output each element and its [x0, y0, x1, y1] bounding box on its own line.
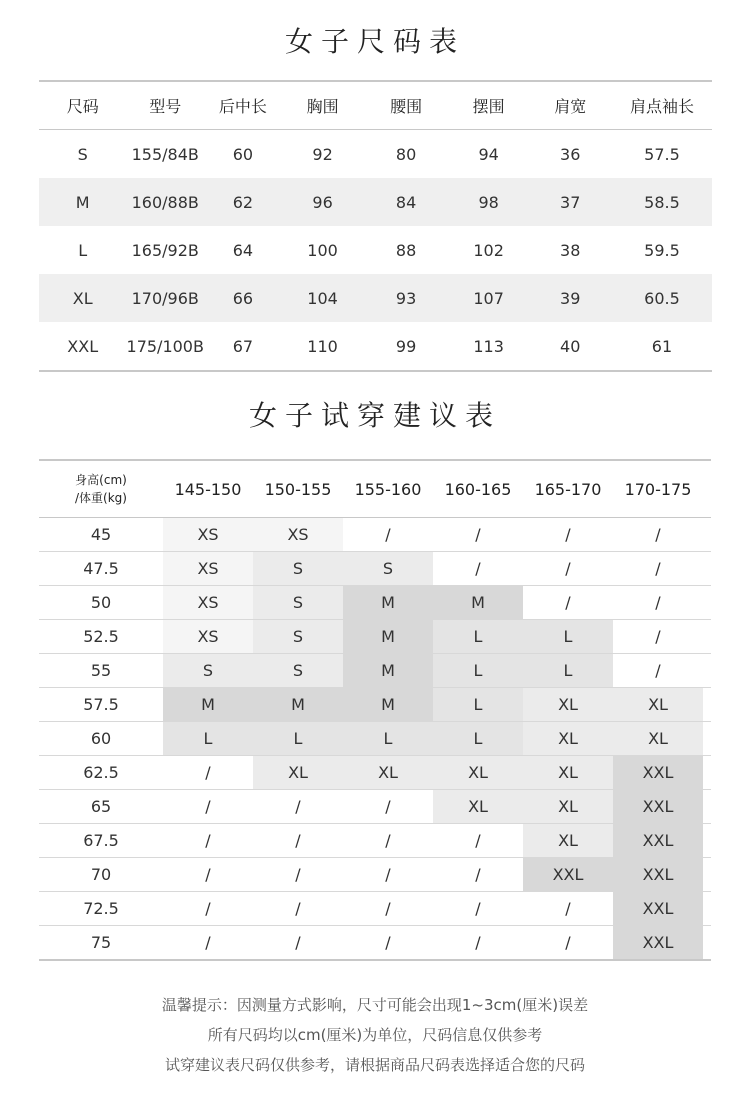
recommended-size-cell: /: [613, 552, 703, 585]
size-chart-row: [39, 322, 712, 370]
recommended-size-cell: /: [163, 892, 253, 925]
cell-back-length: 62: [232, 192, 254, 212]
fit-chart-row: [39, 722, 711, 756]
fit-chart-row: [39, 790, 711, 824]
weight-label: 72.5: [83, 899, 119, 918]
recommended-size-cell: XXL: [613, 892, 703, 925]
recommended-size-cell: M: [163, 688, 253, 721]
header-height-weight: [39, 461, 163, 517]
recommended-size-cell: /: [343, 892, 433, 925]
cell-shoulder: 36: [560, 144, 581, 164]
cell-waist: 84: [395, 192, 417, 212]
recommended-size-cell: L: [523, 654, 613, 687]
recommended-size-cell: S: [253, 654, 343, 687]
recommended-size-cell: XXL: [613, 790, 703, 823]
recommended-size-cell: XXL: [613, 858, 703, 891]
cell-hem: 94: [478, 144, 499, 164]
cell-waist: 93: [395, 288, 417, 308]
recommended-size-cell: M: [253, 688, 343, 721]
cell-waist: 99: [395, 336, 417, 356]
recommended-size-cell: XS: [163, 586, 253, 619]
fit-chart-row: [39, 654, 711, 688]
recommended-size-cell: L: [343, 722, 433, 755]
cell-waist: 80: [395, 144, 417, 164]
tip-line: 所有尺码均以cm(厘米)为单位，尺码信息仅供参考: [207, 1026, 543, 1044]
recommended-size-cell: XL: [523, 722, 613, 755]
recommended-size-cell: M: [343, 586, 433, 619]
cell-size: XL: [72, 288, 93, 308]
header-height-range: 150-155: [264, 479, 332, 499]
header-height-range: 145-150: [174, 479, 242, 499]
cell-back-length: 64: [232, 240, 254, 260]
weight-label: 45: [90, 525, 112, 544]
recommended-size-cell: /: [523, 586, 613, 619]
recommended-size-cell: /: [523, 926, 613, 959]
recommended-size-cell: /: [343, 926, 433, 959]
recommended-size-cell: /: [613, 586, 703, 619]
recommended-size-cell: /: [163, 756, 253, 789]
cell-back-length: 67: [232, 336, 254, 356]
header-sleeve: 肩点袖长: [629, 97, 694, 116]
recommended-size-cell: XS: [163, 620, 253, 653]
cell-shoulder: 37: [560, 192, 581, 212]
cell-size: S: [77, 144, 88, 164]
header-height-range: 170-175: [624, 479, 692, 499]
recommended-size-cell: /: [163, 790, 253, 823]
recommended-size-cell: L: [253, 722, 343, 755]
cell-bust: 104: [307, 288, 338, 308]
weight-label: 60: [90, 729, 112, 748]
recommended-size-cell: XL: [253, 756, 343, 789]
fit-chart-row: [39, 824, 711, 858]
fit-chart-row: [39, 926, 711, 959]
recommended-size-cell: XL: [523, 790, 613, 823]
weight-label: 55: [90, 661, 112, 680]
header-shoulder: 肩宽: [554, 97, 587, 116]
tip-line: 试穿建议表尺码仅供参考，请根据商品尺码表选择适合您的尺码: [164, 1056, 585, 1074]
cell-hem: 98: [478, 192, 499, 212]
cell-hem: 113: [473, 336, 504, 356]
header-hem: 摆围: [472, 97, 505, 116]
cell-model: 170/96B: [131, 288, 199, 308]
header-weight-label: /体重(kg): [75, 491, 127, 505]
cell-model: 165/92B: [131, 240, 199, 260]
cell-back-length: 60: [232, 144, 254, 164]
recommended-size-cell: XL: [523, 756, 613, 789]
weight-label: 57.5: [83, 695, 119, 714]
cell-model: 175/100B: [126, 336, 204, 356]
recommended-size-cell: /: [613, 620, 703, 653]
cell-waist: 88: [395, 240, 417, 260]
recommended-size-cell: /: [433, 552, 523, 585]
size-chart-row: [39, 226, 712, 274]
weight-label: 67.5: [83, 831, 119, 850]
recommended-size-cell: XL: [613, 722, 703, 755]
recommended-size-cell: /: [253, 892, 343, 925]
recommended-size-cell: XXL: [613, 824, 703, 857]
recommended-size-cell: S: [163, 654, 253, 687]
recommended-size-cell: L: [163, 722, 253, 755]
cell-shoulder: 40: [560, 336, 581, 356]
recommended-size-cell: /: [433, 892, 523, 925]
fit-chart-row: [39, 518, 711, 552]
recommended-size-cell: /: [253, 790, 343, 823]
recommended-size-cell: /: [523, 552, 613, 585]
recommended-size-cell: M: [343, 688, 433, 721]
weight-label: 70: [90, 865, 112, 884]
fit-chart-row: [39, 620, 711, 654]
fit-chart-row: [39, 892, 711, 926]
size-chart-table: [39, 80, 712, 372]
recommended-size-cell: /: [433, 518, 523, 551]
cell-shoulder: 39: [560, 288, 581, 308]
cell-hem: 107: [473, 288, 504, 308]
recommended-size-cell: L: [433, 654, 523, 687]
recommended-size-cell: /: [253, 926, 343, 959]
recommended-size-cell: XS: [163, 518, 253, 551]
fit-chart-title: 女子试穿建议表: [248, 399, 501, 432]
header-model: 型号: [149, 97, 182, 116]
fit-chart-row: [39, 858, 711, 892]
recommended-size-cell: /: [163, 824, 253, 857]
cell-sleeve: 59.5: [644, 240, 680, 260]
cell-size: XXL: [67, 336, 99, 356]
header-height-range: 160-165: [444, 479, 512, 499]
weight-label: 50: [90, 593, 112, 612]
cell-shoulder: 38: [560, 240, 581, 260]
cell-model: 160/88B: [131, 192, 199, 212]
recommended-size-cell: /: [523, 892, 613, 925]
header-height-label: 身高(cm): [75, 473, 127, 487]
cell-bust: 96: [312, 192, 333, 212]
recommended-size-cell: /: [343, 790, 433, 823]
recommended-size-cell: S: [253, 620, 343, 653]
fit-chart-row: [39, 552, 711, 586]
weight-label: 62.5: [83, 763, 119, 782]
header-bust: 胸围: [306, 97, 339, 116]
weight-label: 47.5: [83, 559, 119, 578]
fit-chart-row: [39, 688, 711, 722]
recommended-size-cell: S: [253, 586, 343, 619]
weight-label: 75: [90, 933, 112, 952]
recommended-size-cell: /: [613, 518, 703, 551]
header-height-range: 165-170: [534, 479, 602, 499]
cell-bust: 110: [307, 336, 338, 356]
recommended-size-cell: L: [433, 688, 523, 721]
cell-back-length: 66: [232, 288, 254, 308]
tip-line: 温馨提示：因测量方式影响，尺寸可能会出现1~3cm(厘米)误差: [161, 996, 589, 1014]
header-waist: 腰围: [390, 97, 423, 116]
weight-label: 65: [90, 797, 112, 816]
cell-sleeve: 57.5: [644, 144, 680, 164]
recommended-size-cell: L: [433, 722, 523, 755]
cell-size: M: [75, 192, 90, 212]
recommended-size-cell: /: [343, 824, 433, 857]
recommended-size-cell: XXL: [613, 756, 703, 789]
recommended-size-cell: XL: [523, 688, 613, 721]
recommended-size-cell: XXL: [613, 926, 703, 959]
recommended-size-cell: XL: [613, 688, 703, 721]
recommended-size-cell: S: [343, 552, 433, 585]
header-size: 尺码: [66, 97, 99, 116]
size-chart-header-row: [39, 82, 712, 130]
fit-chart-row: [39, 586, 711, 620]
recommended-size-cell: M: [433, 586, 523, 619]
recommended-size-cell: /: [163, 858, 253, 891]
recommended-size-cell: XS: [163, 552, 253, 585]
recommended-size-cell: /: [253, 858, 343, 891]
recommended-size-cell: /: [433, 858, 523, 891]
cell-bust: 92: [312, 144, 333, 164]
cell-sleeve: 60.5: [644, 288, 680, 308]
cell-model: 155/84B: [131, 144, 199, 164]
recommended-size-cell: /: [433, 824, 523, 857]
recommended-size-cell: XL: [523, 824, 613, 857]
header-back-length: 后中长: [218, 97, 267, 116]
recommended-size-cell: /: [163, 926, 253, 959]
cell-hem: 102: [473, 240, 504, 260]
recommended-size-cell: /: [523, 518, 613, 551]
recommended-size-cell: XL: [433, 790, 523, 823]
recommended-size-cell: /: [343, 518, 433, 551]
recommended-size-cell: S: [253, 552, 343, 585]
recommended-size-cell: /: [613, 654, 703, 687]
recommended-size-cell: M: [343, 654, 433, 687]
tips-block: [0, 990, 750, 1080]
recommended-size-cell: L: [523, 620, 613, 653]
cell-size: L: [78, 240, 88, 260]
cell-bust: 100: [307, 240, 338, 260]
recommended-size-cell: M: [343, 620, 433, 653]
size-chart-row: [39, 130, 712, 178]
recommended-size-cell: /: [253, 824, 343, 857]
recommended-size-cell: XXL: [523, 858, 613, 891]
size-chart-row: [39, 274, 712, 322]
cell-sleeve: 61: [651, 336, 673, 356]
recommended-size-cell: L: [433, 620, 523, 653]
cell-sleeve: 58.5: [644, 192, 680, 212]
fit-chart-header-row: [39, 461, 711, 518]
recommended-size-cell: XL: [433, 756, 523, 789]
fit-chart-row: [39, 756, 711, 790]
header-height-range: 155-160: [354, 479, 422, 499]
recommended-size-cell: XL: [343, 756, 433, 789]
recommended-size-cell: /: [343, 858, 433, 891]
size-chart-row: [39, 178, 712, 226]
weight-label: 52.5: [83, 627, 119, 646]
recommended-size-cell: /: [433, 926, 523, 959]
fit-chart-table: [39, 459, 711, 961]
recommended-size-cell: XS: [253, 518, 343, 551]
size-chart-title: 女子尺码表: [284, 25, 465, 58]
